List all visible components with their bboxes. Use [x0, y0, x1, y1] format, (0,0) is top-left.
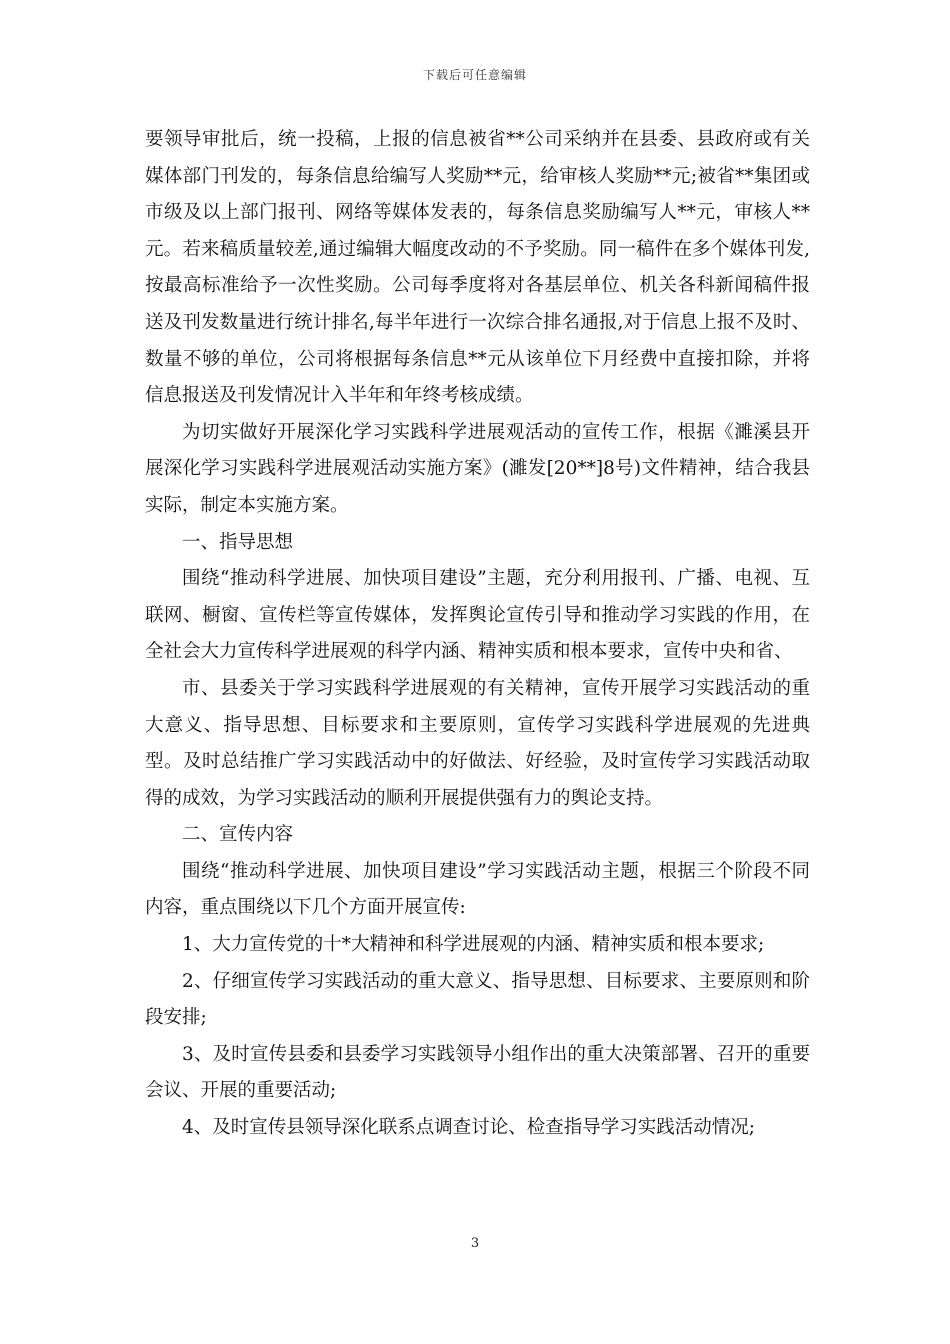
list-item-4: 4、及时宣传县领导深化联系点调查讨论、检查指导学习实践活动情况; [182, 1117, 756, 1139]
list-item-2: 2、仔细宣传学习实践活动的重大意义、指导思想、目标要求、主要原则和阶段安排; [145, 970, 810, 1029]
paragraph-guiding-ideology-cont: 市、县委关于学习实践科学进展观的有关精神，宣传开展学习实践活动的重大意义、指导思想、目标要求和主要原则，宣传学习实践科学进展观的先进典型。及时总结推广学习实践活动中的好做法、好经验，及时宣传学习实践活动取得的成效，为学习实践活动的顺利开展提供强有力的舆论支持。 [145, 677, 810, 809]
paragraph-continuation: 要领导审批后，统一投稿，上报的信息被省**公司采纳并在县委、县政府或有关媒体部门刊发的，每条信息给编写人奖励**元，给审核人奖励**元;被省**集团或市级及以上部门报刊、网络等媒体发表的，每条信息奖励编写人**元，审核人**元。若来稿质量较差,通过编辑大幅度改动的不予奖励。同一稿件在多个媒体刊发,按最高标准给予一次性奖励。公司每季度将对各基层单位、机关各科新闻稿件报送及刊发数量进行统计排名,每半年进行一次综合排名通报,对于信息上报不及时、数量不够的单位，公司将根据每条信息**元从该单位下月经费中直接扣除，并将信息报送及刊发情况计入半年和年终考核成绩。 [145, 129, 810, 407]
section-heading-publicity-content: 二、宣传内容 [182, 824, 294, 846]
section-heading-guiding-ideology: 一、指导思想 [182, 531, 294, 553]
page-number: 3 [470, 1236, 480, 1251]
list-item-3: 3、及时宣传县委和县委学习实践领导小组作出的重大决策部署、召开的重要会议、开展的重要活动; [145, 1043, 810, 1102]
page-header: 下载后可任意编辑 [422, 68, 527, 82]
paragraph-publicity-content: 围绕“推动科学进展、加快项目建设”学习实践活动主题，根据三个阶段不同内容，重点围绕以下几个方面开展宣传: [145, 860, 810, 919]
paragraph-intro: 为切实做好开展深化学习实践科学进展观活动的宣传工作，根据《濉溪县开展深化学习实践科学进展观活动实施方案》(濉发[20**]8号)文件精神，结合我县实际，制定本实施方案。 [145, 421, 810, 516]
list-item-1: 1、大力宣传党的十*大精神和科学进展观的内涵、精神实质和根本要求; [182, 934, 765, 956]
paragraph-guiding-ideology: 围绕“推动科学进展、加快项目建设”主题，充分利用报刊、广播、电视、互联网、橱窗、宣传栏等宣传媒体，发挥舆论宣传引导和推动学习实践的作用，在全社会大力宣传科学进展观的科学内涵、精神实质和根本要求，宣传中央和省、 [145, 568, 810, 663]
document-body [145, 122, 810, 1147]
